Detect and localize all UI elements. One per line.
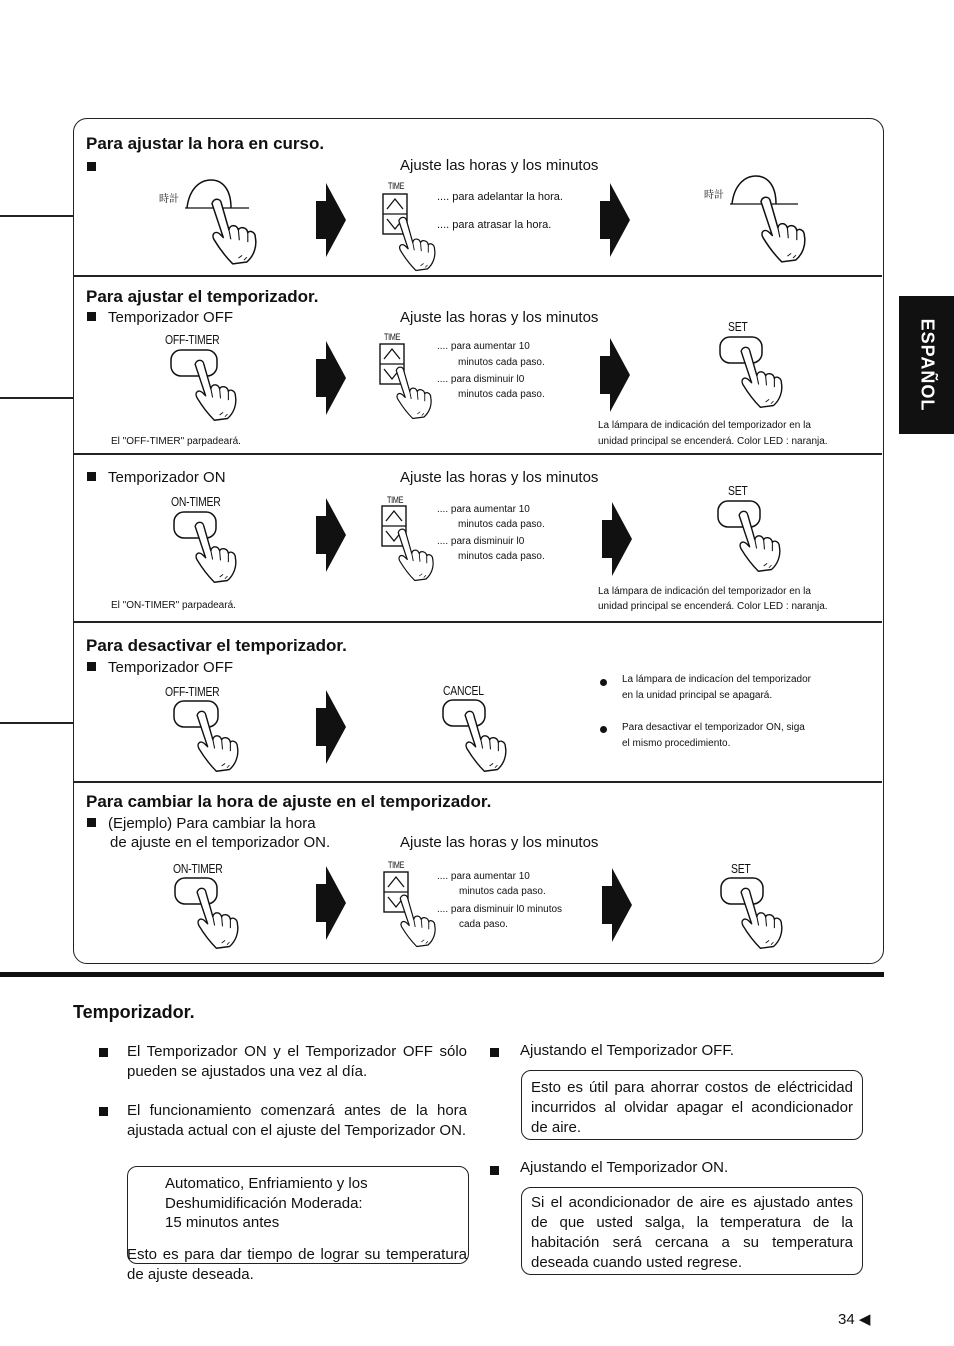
off-timer-label: OFF-TIMER bbox=[165, 332, 220, 347]
time-down-note: minutos cada paso. bbox=[458, 389, 545, 400]
clock-button-group[interactable] bbox=[704, 174, 814, 266]
blink-note: El "ON-TIMER" parpadeará. bbox=[111, 600, 236, 611]
time-up-note: .... para aumentar 10 bbox=[437, 871, 530, 882]
pointing-hand-icon bbox=[383, 522, 439, 582]
set-label: SET bbox=[728, 319, 748, 334]
instruction-text: Ajuste las horas y los minutos bbox=[400, 834, 599, 851]
arrow-right-icon bbox=[596, 338, 632, 412]
pointing-hand-icon bbox=[195, 190, 261, 266]
lamp-note: La lámpara de indicación del temporizador en la bbox=[598, 420, 811, 431]
pointing-hand-icon bbox=[722, 503, 786, 573]
arrow-right-icon bbox=[312, 183, 348, 257]
arrow-right-icon bbox=[596, 183, 632, 257]
section-divider bbox=[73, 621, 882, 623]
page-number: 34 ◀ bbox=[838, 1311, 871, 1328]
time-label: TIME bbox=[388, 860, 405, 870]
section-subtitle: Temporizador OFF bbox=[87, 659, 233, 676]
pointing-hand-icon bbox=[178, 514, 242, 584]
time-up-note: minutos cada paso. bbox=[458, 357, 545, 368]
left-bullet-text: El funcionamiento comenzará antes de la hora ajustada actual con el ajuste del Temporizador ON. bbox=[127, 1102, 467, 1139]
arrow-right-icon bbox=[598, 502, 634, 576]
bottom-title: Temporizador. bbox=[73, 1002, 195, 1022]
time-label: TIME bbox=[387, 495, 404, 505]
time-up-note: minutos cada paso. bbox=[458, 519, 545, 530]
set-label: SET bbox=[728, 483, 748, 498]
blink-note: El "OFF-TIMER" parpadeará. bbox=[111, 436, 241, 447]
section-divider bbox=[73, 275, 882, 277]
time-down-note: .... para atrasar la hora. bbox=[437, 219, 552, 231]
section-divider bbox=[73, 781, 882, 783]
pointing-hand-icon bbox=[385, 888, 441, 948]
bullet-square bbox=[87, 162, 96, 171]
margin-line bbox=[0, 215, 73, 217]
pointing-hand-icon bbox=[724, 339, 788, 409]
pointing-hand-icon bbox=[724, 880, 788, 950]
time-down-note: minutos cada paso. bbox=[458, 551, 545, 562]
clock-button-label: 時計 bbox=[159, 194, 179, 205]
language-tab-label: ESPAÑOL bbox=[917, 318, 937, 412]
cancel-note: en la unidad principal se apagará. bbox=[622, 690, 773, 701]
on-timer-label: ON-TIMER bbox=[173, 861, 223, 876]
right-bullet-text: Ajustando el Temporizador OFF. bbox=[520, 1042, 734, 1059]
box-text: 15 minutos antes bbox=[165, 1214, 280, 1231]
section-title: Para desactivar el temporizador. bbox=[86, 636, 347, 655]
section-divider bbox=[73, 453, 882, 455]
left-bullet-text: El Temporizador ON y el Temporizador OFF sólo pueden se ajustados una vez al día. bbox=[127, 1043, 467, 1080]
section-subtitle: de ajuste en el temporizador ON. bbox=[110, 834, 331, 851]
left-after-text: Esto es para dar tiempo de lograr su temperatura de ajuste deseada. bbox=[127, 1246, 467, 1283]
arrow-right-icon bbox=[312, 498, 348, 572]
clock-button-group[interactable] bbox=[155, 178, 265, 268]
section-subtitle: Temporizador ON bbox=[87, 469, 226, 486]
pointing-hand-icon bbox=[180, 880, 244, 950]
clock-button-label: 時計 bbox=[704, 190, 724, 201]
off-benefit-text: Esto es útil para ahorrar costos de eléctricidad incurridos al olvidar apagar el acondicionador de aire. bbox=[531, 1079, 853, 1136]
instruction-text: Ajuste las horas y los minutos bbox=[400, 157, 599, 174]
time-down-note: .... para disminuir l0 bbox=[437, 374, 525, 385]
right-bullet-text: Ajustando el Temporizador ON. bbox=[520, 1159, 729, 1176]
pointing-hand-icon bbox=[384, 210, 440, 272]
pointing-hand-icon bbox=[178, 352, 242, 422]
lamp-note: unidad principal se encenderá. Color LED : naranja. bbox=[598, 436, 828, 447]
instruction-text: Ajuste las horas y los minutos bbox=[400, 469, 599, 486]
on-benefit-text: Si el acondicionador de aire es ajustado antes de que usted salga, la temperatura de la habitación será cercana a su temperatura deseada cuando usted regrese. bbox=[531, 1194, 853, 1271]
pointing-hand-icon bbox=[744, 188, 810, 264]
bullet-dot bbox=[600, 726, 607, 733]
cancel-label: CANCEL bbox=[443, 683, 484, 698]
section-title: Para ajustar el temporizador. bbox=[86, 287, 319, 306]
pointing-hand-icon bbox=[381, 360, 437, 420]
time-label: TIME bbox=[384, 332, 401, 342]
lamp-note: unidad principal se encenderá. Color LED : naranja. bbox=[598, 601, 828, 612]
time-down-note: cada paso. bbox=[459, 919, 508, 930]
lamp-note: La lámpara de indicación del temporizador en la bbox=[598, 586, 811, 597]
margin-line bbox=[0, 397, 73, 399]
thick-separator bbox=[0, 972, 884, 977]
time-up-note: minutos cada paso. bbox=[459, 886, 546, 897]
section-subtitle: (Ejemplo) Para cambiar la hora bbox=[87, 815, 316, 832]
cancel-note: La lámpara de indicacíon del temporizador bbox=[622, 674, 811, 685]
bullet-square bbox=[99, 1107, 108, 1116]
bullet-dot bbox=[600, 679, 607, 686]
margin-line bbox=[0, 722, 73, 724]
time-down-note: .... para disminuir l0 bbox=[437, 536, 525, 547]
section-subtitle: Temporizador OFF bbox=[87, 309, 233, 326]
box-text: Deshumidificación Moderada: bbox=[165, 1195, 363, 1212]
bullet-square bbox=[99, 1048, 108, 1057]
off-timer-label: OFF-TIMER bbox=[165, 684, 220, 699]
arrow-right-icon bbox=[598, 868, 634, 942]
instruction-text: Ajuste las horas y los minutos bbox=[400, 309, 599, 326]
time-up-note: .... para aumentar 10 bbox=[437, 504, 530, 515]
section-title: Para ajustar la hora en curso. bbox=[86, 134, 325, 153]
pointing-hand-icon bbox=[448, 703, 512, 773]
section-title: Para cambiar la hora de ajuste en el temporizador. bbox=[86, 792, 492, 811]
language-tab bbox=[899, 296, 954, 434]
time-down-note: .... para disminuir l0 minutos bbox=[437, 904, 563, 915]
box-text: Automatico, Enfriamiento y los bbox=[165, 1175, 368, 1192]
arrow-right-icon bbox=[312, 866, 348, 940]
arrow-right-icon bbox=[312, 690, 348, 764]
bullet-square bbox=[490, 1048, 499, 1057]
pointing-hand-icon bbox=[180, 703, 244, 773]
time-up-note: .... para aumentar 10 bbox=[437, 341, 530, 352]
time-label: TIME bbox=[388, 181, 405, 191]
time-up-note: .... para adelantar la hora. bbox=[437, 191, 563, 203]
arrow-right-icon bbox=[312, 341, 348, 415]
set-label: SET bbox=[731, 861, 751, 876]
cancel-note: Para desactivar el temporizador ON, siga bbox=[622, 722, 805, 733]
cancel-note: el mismo procedimiento. bbox=[622, 738, 731, 749]
bullet-square bbox=[490, 1166, 499, 1175]
on-timer-label: ON-TIMER bbox=[171, 494, 221, 509]
